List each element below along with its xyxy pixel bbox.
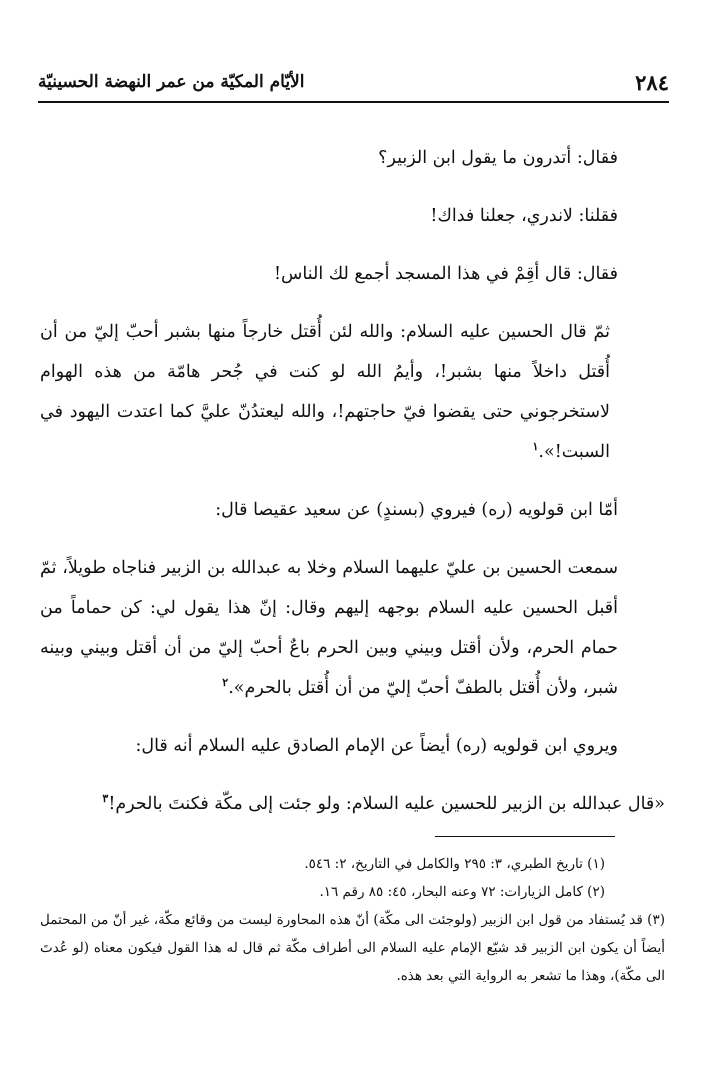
paragraph-3: فقال: قال أقِمْ في هذا المسجد أجمع لك الناس! <box>274 264 618 284</box>
footnote-2: (٢) كامل الزيارات: ٧٢ وعنه البحار، ٤٥: ٨٥ رقم ١٦. <box>319 884 605 900</box>
paragraph-6: سمعت الحسين بن عليّ عليهما السلام وخلا به عبدالله بن الزبير فناجاه طويلاً، ثمّ أقبل الحسين عليه السلام بوجهه إليهم وقال: إنّ هذا يقول لي: كن حماماً من حمام الحرم، ولأن أقتل وبيني وبين الحرم باعٌ أحبّ إليّ من أن أقتل وبيني وبينه شبر، ولأن أُقتل بالطفّ أحبّ إليّ من أن أُقتل بالحرم».$^٢$ <box>40 558 618 698</box>
footnote-ref-1: ١ <box>532 440 539 454</box>
running-title: الأيّام المكيّة من عمر النهضة الحسينيّة <box>38 72 305 92</box>
footnotes <box>40 850 665 990</box>
page-header <box>38 64 669 100</box>
paragraph-4: ثمّ قال الحسين عليه السلام: والله لئن أُقتل خارجاً منها بشبر أحبّ إليّ من أن أُقتل داخلاً منها بشبر!، وأيمُ الله لو كنت في جُحر هامّة من هذه الهوام لاستخرجوني حتى يقضوا فيّ حاجتهم!، والله ليعتدُنّ عليَّ كما اعتدت اليهود في السبت!».$^١$ <box>40 322 610 462</box>
header-rule <box>38 101 669 103</box>
page-number: ٢٨٤ <box>635 69 669 95</box>
paragraph-1: فقال: أتدرون ما يقول ابن الزبير؟ <box>378 148 618 168</box>
footnote-1: (١) تاريخ الطبري، ٣: ٢٩٥ والكامل في التاريخ، ٢: ٥٤٦. <box>304 856 605 872</box>
paragraph-7: ويروي ابن قولويه (ره) أيضاً عن الإمام الصادق عليه السلام أنه قال: <box>135 736 618 756</box>
main-text <box>40 138 665 842</box>
paragraph-8: «قال عبدالله بن الزبير للحسين عليه السلام: ولو جئت إلى مكّة فكنتَ بالحرم!$^٣$ <box>102 792 665 814</box>
footnote-separator <box>435 836 615 837</box>
footnote-ref-2: ٢ <box>222 676 229 690</box>
footnote-3: (٣) قد يُستفاد من قول ابن الزبير (ولوجئت الى مكّة) أنّ هذه المحاورة ليست من وقائع مكّة، غير أنّ من المحتمل أيضاً أن يكون ابن الزبير قد شيّع الإمام عليه السلام الى أطراف مكّة ثم قال له هذا القول فيكون معناه (لو عُدتَ الى مكّة)، وهذا ما تشعر به الرواية التي بعد هذه. <box>40 912 665 984</box>
footnote-ref-3: ٣ <box>102 792 109 806</box>
paragraph-2: فقلنا: لاندري، جعلنا فداك! <box>430 206 618 226</box>
paragraph-5: أمّا ابن قولويه (ره) فيروي (بسندٍ) عن سعيد عقيصا قال: <box>215 500 618 520</box>
